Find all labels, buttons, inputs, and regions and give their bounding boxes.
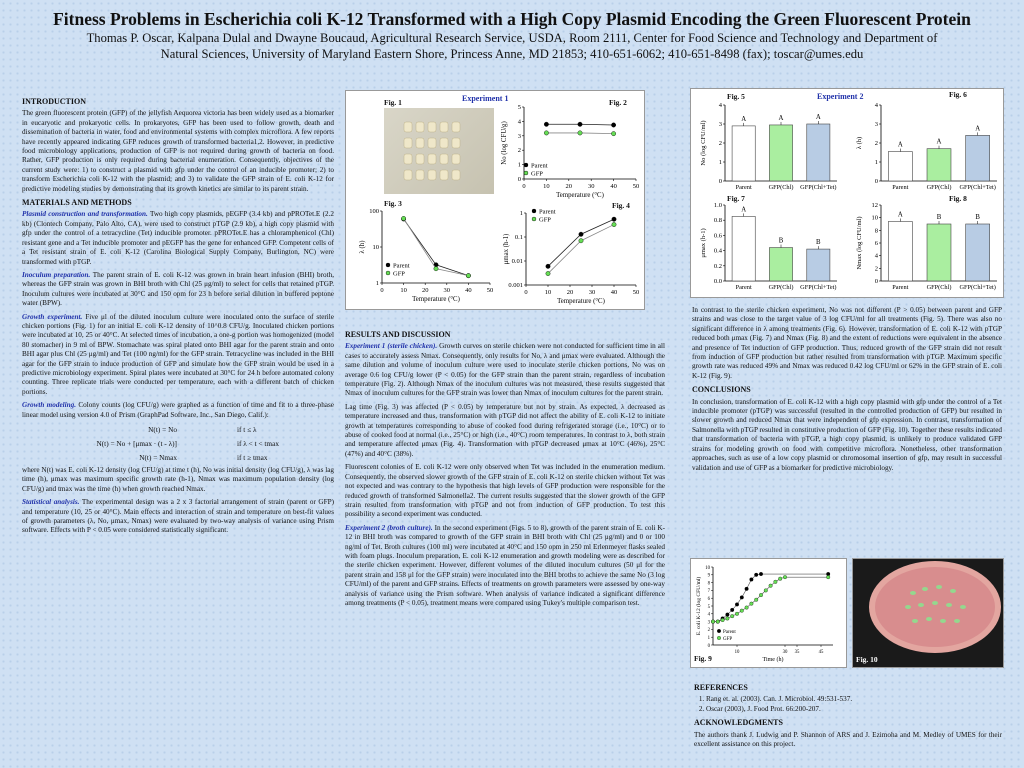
equation-1: N(t) = No if t ≤ λ [148, 425, 257, 434]
y-tick-label: 3 [718, 121, 722, 128]
bar-gfp-chl-tet- [807, 124, 830, 181]
data-point-gfp [721, 618, 725, 622]
fig6-label: Fig. 6 [949, 90, 967, 99]
x-tick-label: 30 [782, 650, 788, 655]
data-point-gfp [401, 216, 405, 220]
methods-text-3: Five μl of the diluted inoculum culture were inoculated onto the surface of sterile chicken portions (Fig. 1) for an initial E. coli K-12 density of 10^0.8 CFU/g. Inoculated chicken portions were incubated at 10, 25 or 40°C. At selected times of incubation, a one-g portion was homogenized (model 80 stomacher) in 9 ml of BPW. Stomachate was spiral plated onto BHI agar for the parent strain and onto BHI agar plus Chl (25 μg/ml) and Tet (100 ng/ml) for the GFP strain. Tetracycline was included in the BHI agar for the GFP strain to induce production of GFP and simulate how the GFP strain would be used in a predictive microbiology experiment. Spiral plates were incubated at 30°C for 24 h before automated colony counting. Three replicate trials were conducted per temperature, each with a different batch of chicken portions. [22, 312, 334, 396]
significance-letter: A [778, 114, 784, 122]
x-tick-label: GFP(Chl) [926, 184, 952, 191]
x-tick-label: 0 [524, 289, 528, 296]
data-point-gfp [783, 575, 787, 579]
x-tick-label: 0 [522, 183, 526, 190]
x-tick-label: Parent [892, 184, 909, 191]
y-tick-label: 1 [874, 159, 878, 166]
x-tick-label: 10 [734, 650, 740, 655]
y-tick-label: 2 [874, 140, 878, 147]
intro-heading: INTRODUCTION [22, 97, 87, 106]
experiment-1-title: Experiment 1 [462, 94, 509, 103]
experiment-2-title: Experiment 2 [817, 92, 864, 101]
legend-marker [386, 263, 390, 267]
bar-gfp-chl-tet- [966, 224, 990, 281]
fig4-chart [496, 205, 644, 307]
y-tick-label: 4 [874, 252, 878, 260]
data-point-gfp [716, 620, 720, 624]
significance-letter: A [975, 125, 981, 133]
fig5-chart [691, 99, 841, 195]
x-tick-label: 45 [818, 650, 824, 655]
y-tick-label: 6 [707, 597, 710, 602]
y-tick-label: 8 [707, 581, 710, 587]
legend-label: GFP [539, 216, 551, 224]
data-point-parent [612, 217, 616, 221]
data-point-gfp [769, 584, 773, 588]
acknowledgments-heading: ACKNOWLEDGMENTS [694, 718, 783, 728]
y-tick-label: 0.2 [713, 262, 722, 270]
x-tick-label: Parent [735, 184, 752, 191]
legend-label: GFP [531, 170, 543, 178]
x-tick-label: 40 [465, 287, 472, 294]
x-tick-label: GFP(Chl) [926, 284, 952, 291]
y-axis-label: μmax (h-1) [700, 228, 707, 258]
methods-lead-6: Statistical analysis. [22, 498, 80, 507]
x-axis-label: Time (h) [762, 657, 784, 663]
y-tick-label: 5 [517, 104, 521, 111]
data-point-gfp [774, 580, 778, 584]
significance-letter: A [897, 141, 903, 149]
data-point-gfp [711, 620, 715, 624]
y-tick-label: 100 [369, 208, 379, 215]
data-point-parent [544, 122, 548, 126]
fig8-chart [849, 199, 1001, 295]
significance-letter: A [741, 115, 747, 123]
methods-lead-4: Growth modeling. [22, 401, 77, 410]
y-axis-label: No (log CFU/ml) [700, 120, 707, 166]
data-point-gfp [826, 575, 830, 579]
legend-marker [717, 629, 721, 633]
results-text-1: Growth curves on sterile chicken were not conducted for sufficient time in all cases to accurately assess Nmax. Consequently, only results for No, λ and μmax were evaluated. Although the same dilution and volume of inoculum culture were used to inoculate sterile chicken portions, No was on average 0.6 log CFU/g lower (P < 0.05) for the GFP strain than the parent strain, regardless of incubation temperature (Fig. 2). Although Nmax of the inoculum cultures was not measured, these results suggested that Nmax of inoculum cultures for the GFP strain was lower than Nmax of inoculum cultures for the parent strain. [345, 342, 665, 398]
results-lead-1: Experiment 1 (sterile chicken). [345, 342, 438, 351]
x-tick-label: 20 [566, 289, 574, 296]
legend-marker [386, 271, 390, 275]
x-axis-label: Temperature (°C) [556, 192, 604, 199]
legend-marker [532, 217, 536, 221]
x-tick-label: 30 [443, 287, 451, 294]
results-lead-4: Experiment 2 (broth culture). [345, 523, 433, 532]
fig9-label: Fig. 9 [694, 654, 712, 663]
x-tick-label: 50 [632, 289, 640, 296]
equation-3: N(t) = Nmax if t ≥ tmax [139, 453, 268, 462]
fig8-label: Fig. 8 [949, 194, 967, 203]
data-point-gfp [778, 577, 782, 581]
data-point-parent [579, 232, 583, 236]
x-tick-label: 30 [588, 289, 596, 296]
data-point-gfp [434, 266, 438, 270]
right-column-top [692, 306, 1002, 477]
y-tick-label: 2 [517, 147, 521, 155]
x-tick-label: 35 [794, 650, 800, 655]
conclusions-heading: CONCLUSIONS [692, 385, 751, 395]
y-axis-label: λ (h) [359, 240, 366, 254]
poster-header [0, 8, 1024, 62]
bar-parent [732, 216, 755, 281]
legend-label: Parent [723, 630, 736, 635]
data-point-parent [546, 264, 550, 268]
y-tick-label: 2 [718, 140, 722, 147]
data-point-gfp [745, 606, 749, 610]
methods-text-6: The experimental design was a 2 x 3 factorial arrangement of strain (parent or GFP) and temperature (10, 25 or 40°C). Main effects and interaction of strain and temperature on best-fit values of growth parameters (λ, No, μmax, Nmax) were evaluated by two-way analysis of variance using Prism software. Effects with P < 0.05 were considered statistically significant. [22, 498, 334, 535]
data-point-gfp [578, 131, 582, 135]
x-tick-label: Parent [892, 284, 909, 291]
y-axis-label: E. coli K-12 (log CFU/ml) [696, 576, 702, 636]
x-tick-label: GFP(Chl+Tet) [959, 184, 996, 191]
y-tick-label: 0.001 [508, 282, 523, 289]
y-tick-label: 10 [871, 214, 878, 222]
results-heading: RESULTS AND DISCUSSION [345, 330, 451, 339]
fig3-chart [348, 203, 496, 307]
significance-letter: B [778, 237, 784, 245]
data-point-parent [611, 123, 615, 127]
data-point-parent [735, 603, 739, 607]
reference-1: 1. Rang et. al. (2003). Can. J. Microbiol. 49:531-537. [706, 695, 1002, 704]
fig10-label: Fig. 10 [856, 655, 878, 664]
bar-gfp-chl-tet- [966, 135, 990, 181]
methods-lead-2: Inoculum preparation. [22, 270, 91, 279]
data-point-parent [754, 573, 758, 577]
x-tick-label: GFP(Chl) [768, 284, 794, 291]
methods-heading: MATERIALS AND METHODS [22, 198, 132, 208]
significance-letter: B [816, 239, 821, 247]
data-point-gfp [546, 271, 550, 275]
poster-title: Fitness Problems in Escherichia coli K-12 Transformed with a High Copy Plasmid Encoding the Green Fluorescent Protein [53, 9, 971, 29]
equation-2: N(t) = No + [μmax · (t - λ)] if λ < t < tmax [96, 439, 279, 448]
results-text-2: Lag time (Fig. 3) was affected (P < 0.05) by temperature but not by strain. As expected, λ decreased as temperature increased and thus, transformation with pTGP did not affect the ability of E. coli K-12 to initiate growth at temperatures corresponding to abuse of cooked food during refrigerated storage (i.e., 10°C) or to abuse of cooked food at normal (i.e., 25°C) or high (i.e., 40°C) room temperatures. In contrast to λ, both strain and temperature affected μmax (Fig. 4). Transformation with pTGP decreased μmax at 10°C (46%), 25°C (47%) and 40°C (38%). [345, 402, 665, 458]
x-tick-label: 40 [610, 183, 617, 190]
legend-label: Parent [393, 262, 410, 270]
methods-text-4: Colony counts (log CFU/g) were graphed as a function of time and fit to a three-phase linear model using version 4.0 of Prism (GraphPad Software, Inc., San Diego, Calif.): [22, 401, 334, 419]
x-tick-label: GFP(Chl+Tet) [800, 284, 837, 291]
x-axis-label: Temperature (°C) [412, 296, 460, 303]
experiment-1-panel [345, 90, 645, 310]
y-axis-label: Nmax (log CFU/ml) [856, 216, 863, 270]
data-point-gfp [612, 222, 616, 226]
data-point-parent [745, 587, 749, 591]
y-tick-label: 10 [705, 565, 710, 571]
y-tick-label: 1 [519, 210, 523, 217]
acknowledgments-text: The authors thank J. Ludwig and P. Shannon of ARS and J. Ezimoha and M. Medley of UMES for their excellent assistance on this project. [694, 730, 1002, 749]
y-tick-label: 1 [718, 159, 722, 166]
significance-letter: A [936, 138, 942, 146]
references-list [694, 695, 1002, 714]
experiment-2-panel [690, 88, 1004, 298]
growth-curve-parent [713, 574, 828, 622]
fig2-label: Fig. 2 [609, 98, 627, 107]
data-point-parent [759, 572, 763, 576]
references-heading: REFERENCES [694, 683, 748, 692]
intro-text: The green fluorescent protein (GFP) of the jellyfish Aequorea victoria has been widely used as a biomarker in eucaryotic and prokaryotic cells. In prokaryotes, GFP has been used to follow growth, death and dissemination of bacteria in water, food and environmental systems with complex microflora. A few reports have recently appeared indicating GFP reduces growth of transformed bacteria1,2. However, in predictive food microbiology applications, production of GFP is not required during growth of bacteria on food. Rather, GFP production is only required during bacterial enumeration. Consequently, objectives of the current study were: 1) to construct a plasmid with gfp under the control of an inducible promoter; 2) to transform Escherichia coli K-12 with the plasmid; and 3) to validate the GFP strain of E. coli K-12 for predictive modeling studies by demonstrating that its growth kinetics are similar to its parent strain. [22, 109, 334, 193]
x-tick-label: 0 [380, 287, 384, 294]
x-tick-label: GFP(Chl+Tet) [959, 284, 996, 291]
data-point-gfp [611, 131, 615, 135]
fig1-photo [384, 108, 494, 194]
x-tick-label: 30 [587, 183, 595, 190]
bar-gfp-chl- [927, 224, 951, 281]
chicken-plates-image [384, 108, 494, 194]
y-tick-label: 3 [707, 620, 710, 626]
significance-letter: B [936, 214, 942, 221]
y-tick-label: 4 [874, 102, 878, 109]
y-tick-label: 4 [707, 612, 710, 618]
data-point-gfp [750, 602, 754, 606]
legend-label: GFP [393, 270, 405, 278]
fig1-label: Fig. 1 [384, 98, 402, 107]
results-text-4: In the second experiment (Figs. 5 to 8), growth of the parent strain of E. coli K-12 in BHI broth was compared to growth of the GFP strain in BHI broth with Chl (25 μg/ml) and 0 or 100 ng/ml of Tet. Broth cultures (100 ml) were incubated at 40°C and 150 opm in 250 ml Erlenmeyer flasks sealed with foam plugs. Inoculum preparation, E. coli K-12 enumeration and growth modeling were as described for the sterile chicken experiment. However, different volumes of the diluted inoculum cultures (50 μl for the parent strain and 158 μl for the GFP strain) were inoculated into the BHI broths to achieve the same No (3 log CFU/ml) of the parent and GFP strains. Effects of treatments on growth parameters were assessed by one-way analysis of variance using the Prism software. When analysis of variance indicated a significant difference among treatments (P < 0.05), treatment means were compared using Tukey's multiple comparison test. [345, 523, 665, 607]
y-tick-label: 0.6 [713, 232, 722, 240]
y-tick-label: 12 [871, 202, 878, 209]
bar-gfp-chl- [927, 149, 951, 181]
reference-2: 2. Oscar (2003), J. Food Prot. 66:200-207. [706, 705, 1002, 714]
significance-letter: A [741, 206, 747, 214]
x-axis-label: Temperature (°C) [557, 298, 605, 305]
fig9-chart [691, 559, 846, 667]
y-axis-label: λ (h) [856, 136, 863, 150]
data-point-gfp [735, 612, 739, 616]
y-tick-label: 1.0 [713, 202, 722, 209]
y-tick-label: 1 [707, 636, 710, 641]
x-tick-label: 20 [565, 183, 573, 190]
data-point-gfp [579, 239, 583, 243]
data-point-parent [740, 596, 744, 600]
x-tick-label: GFP(Chl) [768, 184, 794, 191]
bar-parent [732, 126, 755, 181]
y-tick-label: 0 [874, 278, 878, 285]
data-point-gfp [740, 609, 744, 613]
legend-marker [524, 171, 528, 175]
legend-marker [532, 209, 536, 213]
y-tick-label: 0.01 [511, 258, 523, 265]
fig2-chart [496, 103, 644, 203]
y-tick-label: 10 [372, 244, 379, 251]
fig7-chart [691, 199, 841, 295]
methods-lead-3: Growth experiment. [22, 312, 83, 321]
x-tick-label: 50 [632, 183, 640, 190]
data-point-parent [726, 613, 730, 617]
methods-text-1: Two high copy plasmids, pEGFP (3.4 kb) and pPROTet.E (2.2 kb) (Clontech Company, Palo Alto, CA), were used to construct pTGP (2.9 kb), a high copy plasmid with gfp under the control of a tetracycline (Tet) inducible promoter. pPROTet.E has a chloramphenicol (Chl) resistant gene and a Tet inducible promoter and pEGFP has the gene for enhanced GFP. Competent cells of a Tet resistant strain of E. coli K-12 (Carolina Biological Supply Company, Burlington, NC) were transformed with pTGP. [22, 210, 334, 266]
y-tick-label: 0 [718, 178, 722, 185]
y-tick-label: 1 [375, 280, 379, 287]
y-tick-label: 7 [707, 589, 710, 595]
x-tick-label: 10 [544, 289, 552, 296]
y-tick-label: 5 [707, 604, 710, 610]
y-tick-label: 0.8 [713, 217, 722, 225]
y-tick-label: 9 [707, 573, 710, 579]
legend-label: Parent [531, 162, 548, 170]
legend-label: Parent [539, 208, 556, 216]
results-text-3: Fluorescent colonies of E. coli K-12 were only observed when Tet was included in the enumeration medium. Consequently, the observed slower growth of the GFP strain of E. coli K-12 on sterile chicken without Tet was not expected and was contrary to the hypothesis that high levels of GFP production were responsible for the reduced growth of transformed Salmonella2. The current results suggested that the slower growth of the GFP strain resulted from transformation with pTGP and not from induction of GFP production. To test this possibility a second experiment was conducted. [345, 463, 665, 519]
y-tick-label: 6 [874, 240, 878, 247]
fig4-label: Fig. 4 [612, 201, 630, 210]
authors-line-1: Thomas P. Oscar, Kalpana Dulal and Dwayne Boucaud, Agricultural Research Service, USDA, Room 2111, Center for Food Science and Technology and Department of [86, 31, 938, 45]
bar-parent [888, 152, 912, 181]
y-tick-label: 2 [874, 265, 878, 273]
y-tick-label: 4 [517, 118, 521, 126]
methods-text-2: The parent strain of E. coli K-12 was grown in brain heart infusion (BHI) broth, whereas the GFP strain was grown in BHI broth with Chl (25 μg/ml) to select for cells that retained pTGP. Inoculum cultures were incubated at 30°C and 150 opm for 23 h before serial dilution in buffered peptone water (BPW). [22, 270, 335, 308]
data-point-gfp [730, 614, 734, 618]
significance-letter: A [815, 114, 821, 121]
y-tick-label: 8 [874, 227, 878, 235]
y-tick-label: 0.1 [514, 234, 523, 241]
x-tick-label: 20 [421, 287, 429, 294]
right-text-1: In contrast to the sterile chicken experiment, No was not different (P > 0.05) between parent and GFP strains and was close to the target value of 3 log CFU/ml for all treatments (Fig. 5). There was also no significant difference in λ among treatments (Fig. 6). However, transformation of E. coli K-12 with pTGP reduced both μmax (Fig. 7) and Nmax (Fig. 8) and the extent of reductions were equivalent in the absence and presence of Tet induction of GFP production. Thus, reduced growth of the GFP strain did not result from induction of GFP production but rather resulted from transformation with pTGP. Maximum specific growth rate was reduced 49% and Nmax was reduced 0.42 log CFU/ml or 62% in the GFP strain of E. coli K-12 (Fig. 9). [692, 306, 1002, 380]
fig7-label: Fig. 7 [727, 194, 745, 203]
x-tick-label: 40 [610, 289, 618, 296]
data-point-parent [730, 608, 734, 612]
y-axis-label: μmax (h-1) [503, 233, 510, 265]
fig10-panel [852, 558, 1004, 668]
middle-column [345, 327, 665, 612]
fig6-chart [849, 99, 1001, 195]
methods-lead-1: Plasmid construction and transformation. [22, 210, 148, 219]
y-tick-label: 0.0 [713, 278, 722, 285]
y-tick-label: 3 [517, 132, 521, 140]
data-point-parent [750, 578, 754, 582]
x-tick-label: Parent [735, 284, 752, 291]
significance-letter: A [897, 211, 903, 219]
y-tick-label: 2 [707, 628, 710, 634]
data-point-parent [578, 122, 582, 126]
y-tick-label: 0.4 [713, 247, 722, 255]
data-point-gfp [544, 131, 548, 135]
methods-text-5: where N(t) was E. coli K-12 density (log CFU/g) at time t (h), No was initial density (log CFU/g), λ was lag time (h), μmax was maximum specific growth rate (h-1), Nmax was maximum population density (log CFU/g) and tmax was the time (h) when growth reached Nmax. [22, 466, 334, 493]
data-point-gfp [466, 273, 470, 277]
fig9-panel [690, 558, 847, 668]
significance-letter: B [975, 214, 980, 221]
data-point-gfp [754, 598, 758, 602]
bar-gfp-chl-tet- [807, 249, 830, 281]
y-tick-label: 3 [874, 121, 878, 128]
data-point-gfp [759, 593, 763, 597]
x-tick-label: 10 [400, 287, 407, 294]
x-tick-label: 10 [543, 183, 550, 190]
x-tick-label: 50 [486, 287, 494, 294]
legend-marker [524, 163, 528, 167]
fig3-label: Fig. 3 [384, 199, 402, 208]
y-tick-label: 0 [707, 643, 710, 649]
x-tick-label: GFP(Chl+Tet) [800, 184, 837, 191]
y-axis-label: No (log CFU/g) [501, 121, 508, 165]
conclusions-text: In conclusion, transformation of E. coli K-12 with a high copy plasmid with gfp under the control of a Tet inducible promoter (pTGP) was successful (resulted in the controlled production of GFP) but resulted in slower growth and reduced Nmax that were independent of gfp expression. In contrast, transformation of Salmonella with pTGP resulted in constitutive production of GFP (Fig. 10). Together these results indicated that transformation of bacteria with pTGP, a high copy plasmid, is unlikely to produce validated GFP strains for modeling growth on food with competitive microflora. Nonetheless, other transformation approaches, such as use of a low copy plasmid or chromosomal insertion of gfp, may result in successful validation and use of GFP as a biomarker for predictive microbiology. [692, 397, 1002, 472]
y-tick-label: 0 [874, 178, 878, 185]
fig10-plate-image [853, 559, 1003, 667]
data-point-gfp [726, 617, 730, 621]
bar-parent [888, 221, 912, 281]
bar-gfp-chl- [769, 125, 792, 181]
y-tick-label: 4 [718, 102, 722, 109]
y-tick-label: 0 [517, 176, 521, 183]
legend-marker [717, 636, 721, 640]
fig5-label: Fig. 5 [727, 92, 745, 101]
authors-line-2: Natural Sciences, University of Maryland Eastern Shore, Princess Anne, MD 21853; 410-651-6062; 410-651-8498 (fax); toscar@umes.edu [160, 47, 864, 61]
y-tick-label: 1 [517, 161, 521, 169]
left-column [22, 94, 334, 540]
data-point-gfp [764, 589, 768, 593]
bar-gfp-chl- [769, 248, 792, 281]
legend-label: GFP [723, 637, 733, 642]
right-column-bottom [694, 680, 1002, 753]
